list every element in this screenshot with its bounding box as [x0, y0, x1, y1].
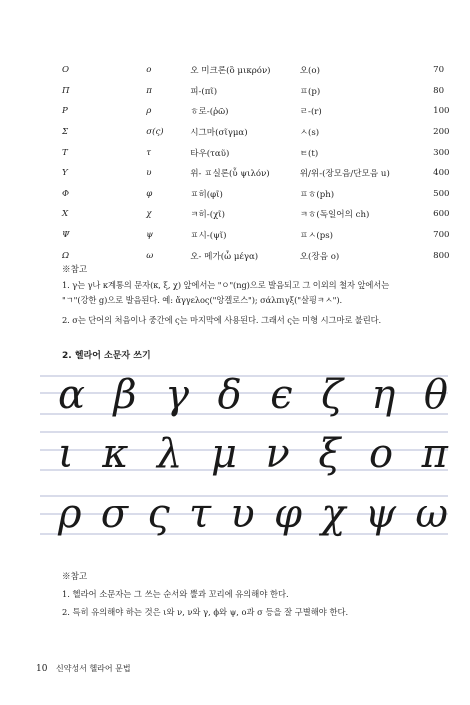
cell-value: 300 [433, 147, 450, 158]
cell-name: ㅎ로-(ῥῶ) [190, 107, 229, 118]
cell-lower: ρ [146, 106, 152, 117]
practice-letter: ω [415, 491, 448, 537]
cell-name: ㅍ히(φῖ) [190, 189, 223, 200]
cell-sound: ㅍㅅ(ps) [299, 231, 333, 242]
practice-letter: ι [58, 431, 74, 477]
practice-letter: ξ [318, 431, 341, 477]
cell-lower: χ [146, 209, 152, 220]
practice-letter: ο [369, 431, 394, 477]
page-number: 10 [36, 664, 48, 674]
cell-value: 70 [433, 65, 445, 76]
note-line: 1. γ는 γ나 κ계통의 문자(κ, ξ, χ) 앞에서는 "ㅇ"(ng)으로 발음되고 그 이외의 철자 앞에서는 [62, 280, 390, 290]
cell-upper: Ο [62, 65, 70, 76]
cell-upper: Σ [62, 127, 69, 138]
practice-letter: τ [188, 491, 212, 537]
cell-sound: ㅋㅎ(독일어의 ch) [299, 210, 370, 221]
practice-letter: λ [157, 431, 183, 477]
cell-value: 700 [433, 230, 450, 241]
cell-upper: Φ [62, 188, 70, 199]
practice-letter: μ [210, 431, 237, 477]
cell-sound: ㅍㅎ(ph) [299, 189, 335, 200]
note-title: ※참고 [62, 572, 88, 582]
section-title: 2. 헬라어 소문자 쓰기 [62, 351, 151, 361]
practice-letter: σ [100, 491, 129, 537]
cell-sound: ㄹ-(r) [299, 107, 322, 118]
cell-name: 위- ㅍ실론(ὖ ψιλόν) [190, 169, 270, 180]
practice-letter: ς [147, 491, 170, 537]
practice-letter: ϵ [270, 372, 293, 418]
letter-row-1 [58, 372, 448, 418]
cell-name: 오- 메가(ὦ μέγα) [190, 251, 259, 262]
cell-value: 200 [433, 127, 450, 138]
note-line: 2. 특히 유의해야 하는 것은 ι와 ν, ν와 γ, ϕ와 ψ, ο과 σ 등을 잘 구별해야 한다. [62, 607, 349, 617]
cell-sound: ㅍ(p) [299, 86, 321, 97]
cell-value: 500 [433, 188, 450, 199]
cell-lower: ψ [146, 230, 154, 241]
letter-row-3 [58, 491, 448, 537]
practice-letter: φ [273, 491, 302, 537]
cell-upper: Ψ [62, 230, 70, 241]
cell-upper: Ρ [62, 106, 68, 117]
note-line: 1. 헬라어 소문자는 그 쓰는 순서와 뿔과 꼬리에 유의해야 한다. [62, 589, 289, 599]
cell-lower: π [146, 85, 152, 96]
cell-value: 800 [433, 250, 450, 261]
practice-letter: α [58, 372, 86, 418]
practice-letter: ν [265, 431, 290, 477]
note-line: "ㄱ"(강한 g)으로 발음된다. 예: ἄγγελος("앙겔로스"); σάλπιγξ("살핑ㅋㅅ"). [62, 295, 343, 305]
book-title: 신약성서 헬라어 문법 [56, 664, 131, 673]
note-title: ※참고 [62, 265, 88, 275]
cell-name: ㅋ히-(χῖ) [190, 210, 225, 221]
practice-letter: ρ [58, 491, 82, 537]
cell-value: 600 [433, 209, 450, 220]
letter-row-2 [58, 431, 448, 477]
note-line: 2. σ는 단어의 처음이나 중간에 ς는 마지막에 사용된다. 그래서 ς는 미형 시그마로 불린다. [62, 315, 382, 325]
practice-letter: ζ [321, 372, 343, 418]
practice-letter: ψ [364, 491, 397, 537]
cell-lower: ω [146, 250, 154, 261]
cell-value: 400 [433, 168, 450, 179]
cell-lower: ο [146, 65, 152, 76]
cell-sound: 위/위-(장모음/단모음 u) [299, 169, 390, 180]
page-footer [36, 663, 131, 674]
cell-sound: 오(장음 o) [299, 251, 340, 262]
cell-lower: σ(ς) [146, 127, 164, 138]
cell-upper: Υ [62, 168, 68, 179]
cell-sound: ㅅ(s) [299, 128, 320, 139]
cell-upper: Χ [62, 209, 69, 220]
cell-name: ㅍ시-(ψῖ) [190, 231, 227, 242]
cell-upper: Ω [62, 250, 70, 261]
practice-letter: χ [321, 491, 346, 537]
practice-letter: π [421, 431, 448, 477]
cell-name: 시그마(σῖγμα) [190, 128, 248, 139]
cell-sound: 오(o) [299, 66, 320, 77]
cell-lower: υ [146, 168, 152, 179]
practice-letter: κ [102, 431, 129, 477]
practice-letter: β [113, 372, 137, 418]
cell-upper: Τ [62, 147, 68, 158]
cell-name: 타우(ταῦ) [190, 148, 230, 159]
cell-lower: φ [146, 188, 153, 199]
cell-value: 80 [433, 85, 445, 96]
cell-name: 오 미크론(ὂ μικρόν) [190, 66, 271, 77]
practice-letter: θ [423, 372, 448, 418]
cell-lower: τ [146, 147, 152, 158]
cell-name: 피-(πῖ) [190, 86, 218, 97]
cell-upper: Π [62, 85, 70, 96]
practice-letter: η [371, 372, 396, 418]
practice-letter: υ [230, 491, 255, 537]
practice-letter: γ [165, 372, 190, 418]
practice-letter: δ [217, 372, 242, 418]
cell-value: 100 [433, 106, 450, 117]
cell-sound: ㅌ(t) [299, 148, 319, 159]
